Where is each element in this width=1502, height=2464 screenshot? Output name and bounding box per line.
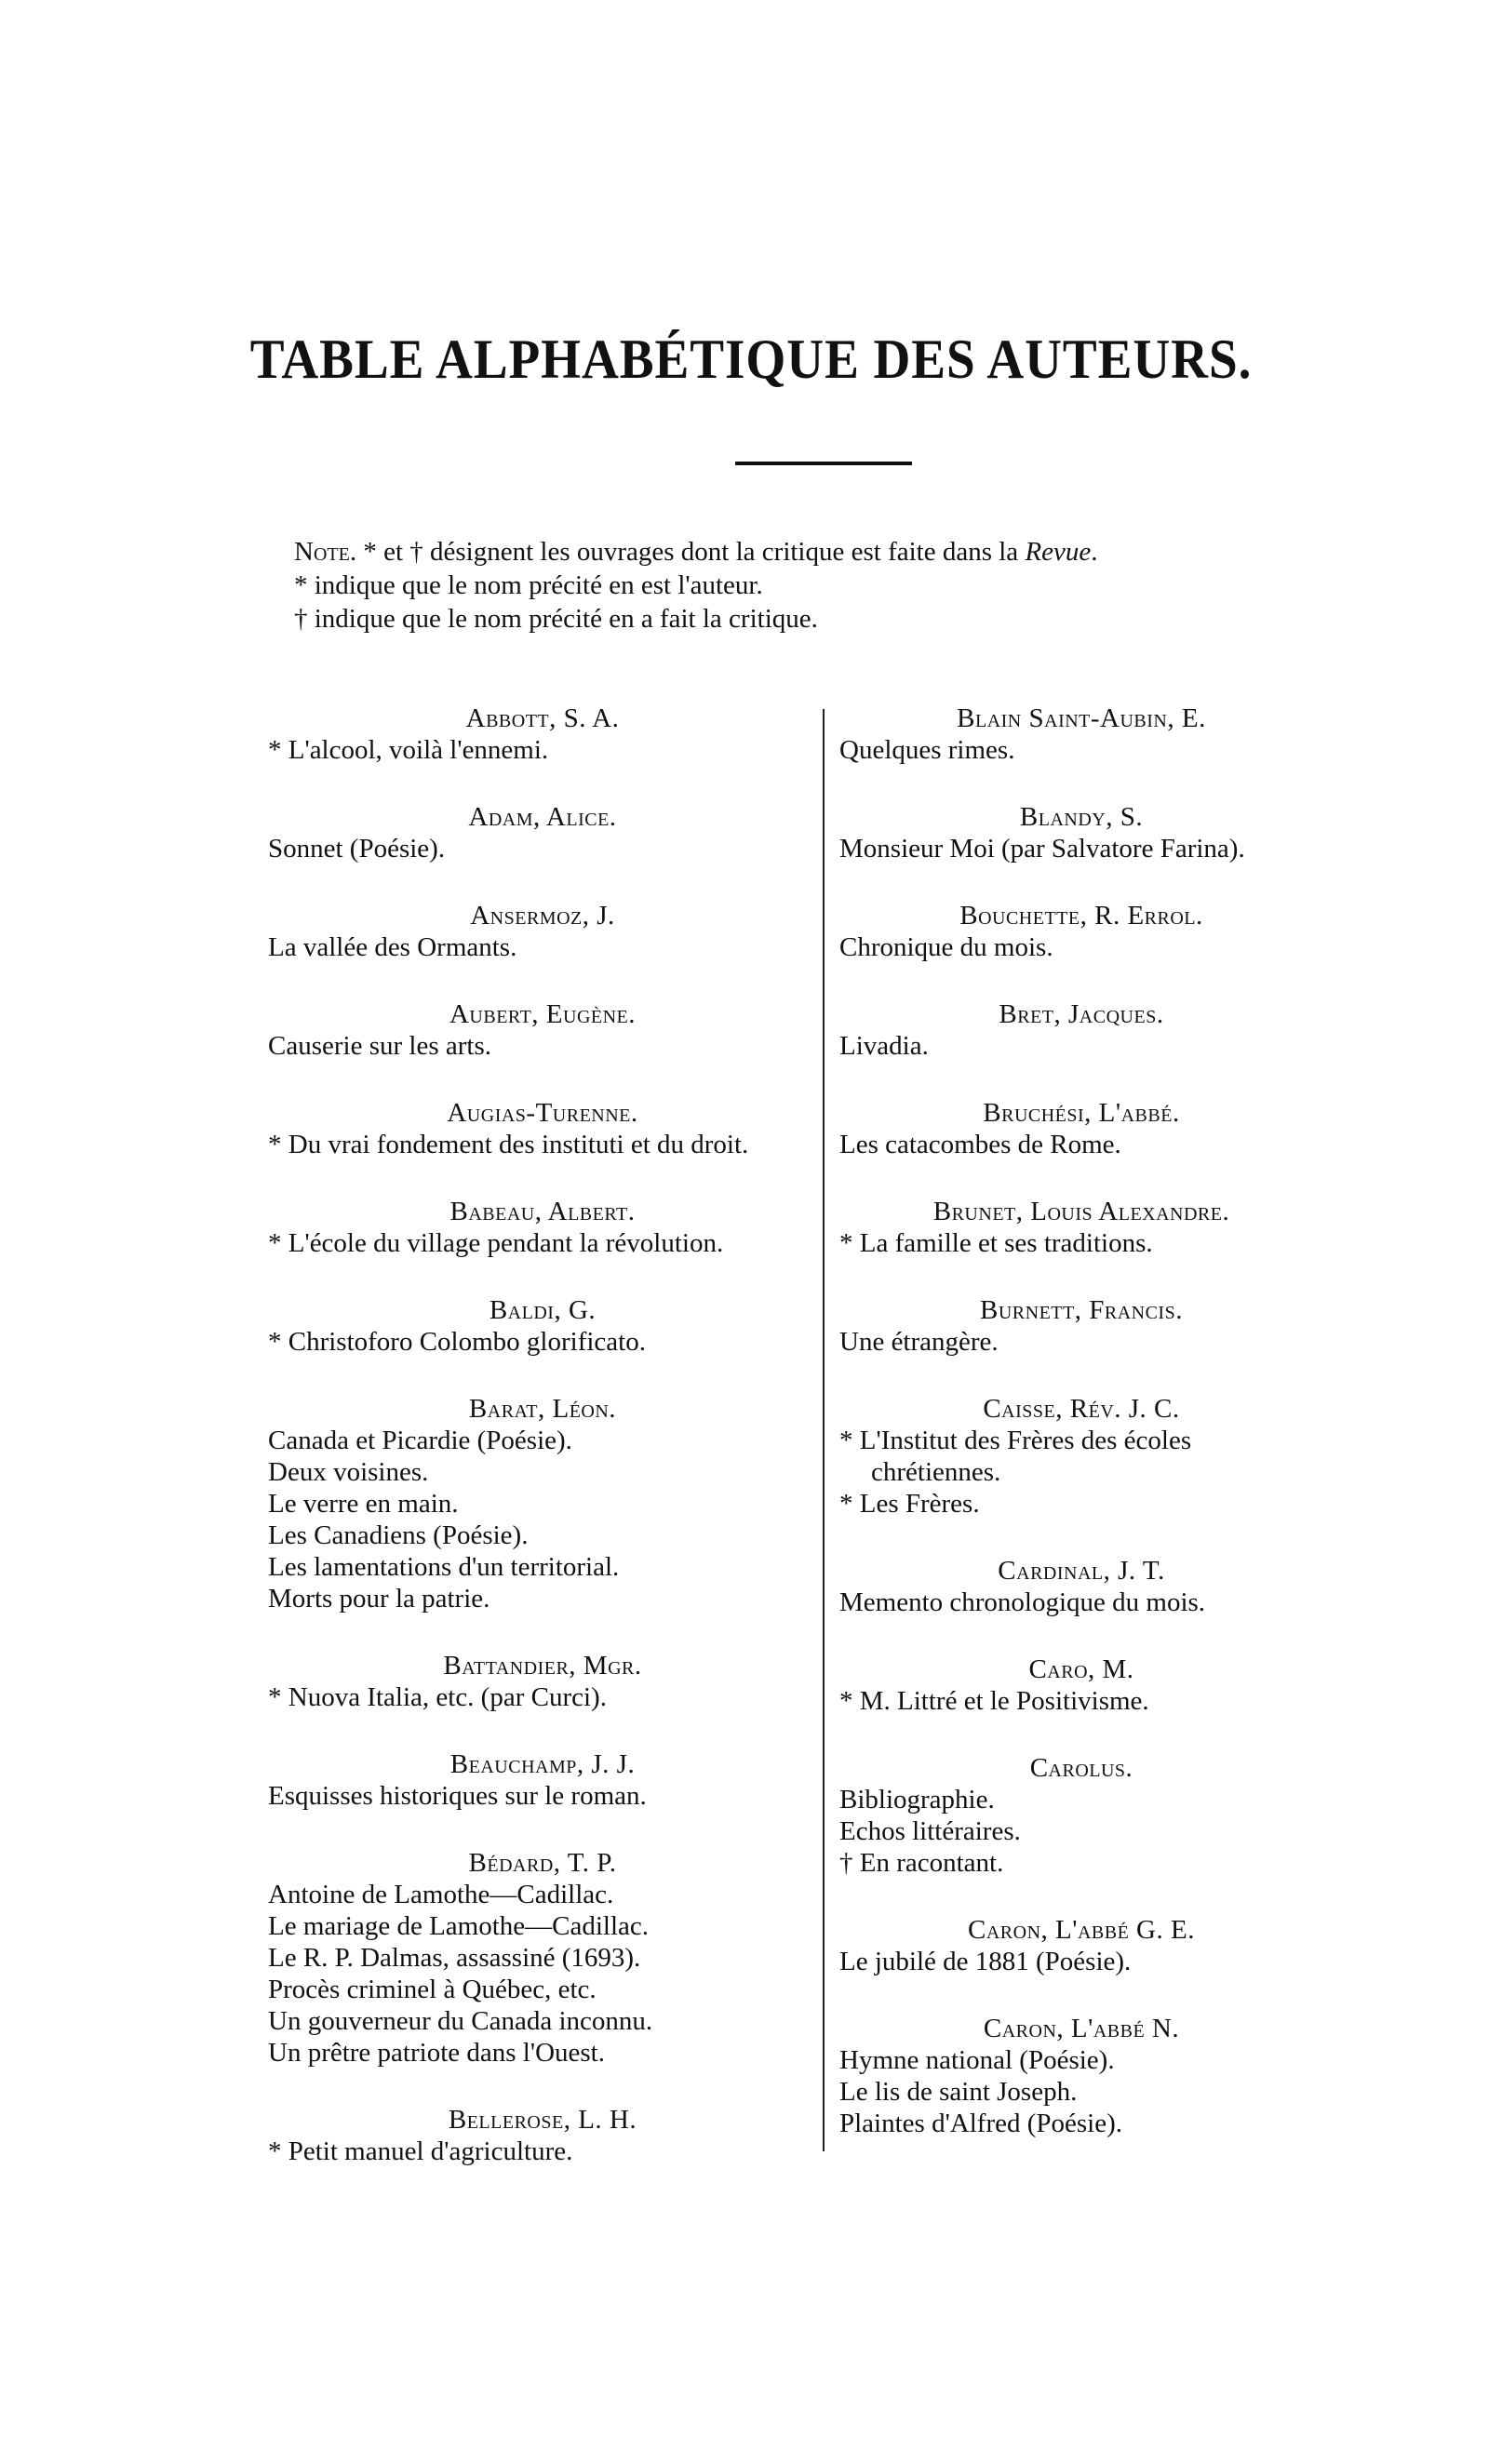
author-name: Brunet, Louis Alexandre. (932, 1197, 1230, 1226)
index-entry (839, 900, 1323, 963)
index-entry (839, 801, 1323, 864)
work-title: Une étrangère. (839, 1327, 999, 1357)
work-title: Le mariage de Lamothe—Cadillac. (268, 1911, 650, 1941)
work-title: † En racontant. (839, 1848, 1004, 1878)
index-entry (268, 1196, 817, 1259)
index-entry (268, 703, 817, 766)
work-title: Bibliographie. (839, 1785, 995, 1815)
note (294, 535, 1327, 636)
author-name: Bellerose, L. H. (448, 2105, 637, 2135)
author-name: Bret, Jacques. (999, 999, 1164, 1029)
author-name: Carolus. (1029, 1753, 1133, 1783)
work-title: * Christoforo Colombo glorificato. (268, 1327, 646, 1357)
author-name: Bruchési, L'abbé. (983, 1098, 1180, 1128)
author-name: Baldi, G. (489, 1295, 597, 1325)
work-title: Canada et Picardie (Poésie). (268, 1426, 572, 1455)
work-title: * L'école du village pendant la révolution. (268, 1228, 724, 1258)
work-title: * Nuova Italia, etc. (par Curci). (268, 1682, 607, 1712)
author-name: Ansermoz, J. (470, 901, 615, 931)
work-title: Chronique du mois. (839, 932, 1053, 962)
work-title: Les catacombes de Rome. (839, 1130, 1121, 1159)
author-name: Caisse, Rév. J. C. (983, 1394, 1180, 1424)
work-title: * Petit manuel d'agriculture. (268, 2136, 573, 2166)
index-entry (268, 998, 817, 1062)
work-title: * M. Littré et le Positivisme. (839, 1686, 1149, 1716)
author-name: Battandier, Mgr. (443, 1651, 642, 1681)
index-entry (839, 1752, 1323, 1879)
note-line-1-text: * et † désignent les ouvrages dont la critique est faite dans la (356, 537, 1026, 567)
right-column (839, 703, 1323, 2175)
work-title: Procès criminel à Québec, etc. (268, 1975, 597, 2004)
author-name: Caron, L'abbé G. E. (968, 1915, 1195, 1945)
author-name: Bédard, T. P. (468, 1848, 617, 1878)
author-name: Abbott, S. A. (465, 703, 620, 733)
work-title: * L'Institut des Frères des écoles chrétiennes. (839, 1426, 1192, 1487)
index-entry (268, 2104, 817, 2167)
author-name: Augias-Turenne. (447, 1098, 638, 1128)
page-title: TABLE ALPHABÉTIQUE DES AUTEURS. (249, 328, 1253, 390)
work-title: Morts pour la patrie. (268, 1584, 490, 1614)
author-name: Caro, M. (1028, 1654, 1134, 1684)
author-name: Aubert, Eugène. (449, 999, 637, 1029)
work-title: Un prêtre patriote dans l'Ouest. (268, 2038, 605, 2068)
index-entry (268, 801, 817, 864)
work-title: Hymne national (Poésie). (839, 2045, 1115, 2075)
author-name: Cardinal, J. T. (998, 1556, 1165, 1586)
index-entry (268, 1847, 817, 2069)
work-title: Plaintes d'Alfred (Poésie). (839, 2109, 1123, 2138)
work-title: Causerie sur les arts. (268, 1031, 491, 1061)
note-line-2: * indique que le nom précité en est l'auteur. (294, 570, 763, 600)
left-column (268, 703, 817, 2203)
column-divider (823, 709, 825, 2151)
note-label: Note. (294, 537, 357, 567)
work-title: La vallée des Ormants. (268, 932, 517, 962)
index-entry (268, 1097, 817, 1160)
index-entry (839, 998, 1323, 1062)
work-title: Antoine de Lamothe—Cadillac. (268, 1880, 614, 1909)
author-name: Adam, Alice. (468, 802, 617, 832)
work-title: Deux voisines. (268, 1457, 429, 1487)
author-name: Caron, L'abbé N. (983, 2014, 1180, 2043)
index-entry (839, 703, 1323, 766)
index-entry (839, 1393, 1323, 1520)
index-entry (839, 1914, 1323, 1977)
work-title: Livadia. (839, 1031, 929, 1061)
author-name: Babeau, Albert. (449, 1197, 636, 1226)
work-title: Sonnet (Poésie). (268, 834, 446, 864)
index-entry (839, 1654, 1323, 1717)
index-entry (268, 900, 817, 963)
note-line-1-end: . (1091, 537, 1098, 567)
work-title: Quelques rimes. (839, 735, 1015, 765)
work-title: Memento chronologique du mois. (839, 1587, 1206, 1617)
index-entry (839, 1196, 1323, 1259)
work-title: Les lamentations d'un territorial. (268, 1552, 620, 1582)
title-rule (735, 462, 912, 465)
note-revue: Revue (1025, 537, 1092, 567)
work-title: Le verre en main. (268, 1489, 459, 1519)
author-name: Beauchamp, J. J. (449, 1749, 636, 1779)
work-title: * L'alcool, voilà l'ennemi. (268, 735, 549, 765)
work-title: Le lis de saint Joseph. (839, 2077, 1078, 2107)
work-title: * Les Frères. (839, 1489, 980, 1519)
author-name: Blain Saint-Aubin, E. (957, 703, 1206, 733)
note-line-1 (294, 535, 1327, 569)
author-name: Barat, Léon. (468, 1394, 617, 1424)
index-entry (839, 1294, 1323, 1358)
author-name: Burnett, Francis. (980, 1295, 1183, 1325)
index-entry (839, 2013, 1323, 2139)
work-title: Echos littéraires. (839, 1816, 1021, 1846)
work-title: * Du vrai fondement des instituti et du droit. (268, 1130, 749, 1159)
note-line-3: † indique que le nom précité en a fait la critique. (294, 604, 818, 634)
index-entry (268, 1294, 817, 1358)
work-title: Monsieur Moi (par Salvatore Farina). (839, 834, 1245, 864)
work-title: Un gouverneur du Canada inconnu. (268, 2006, 653, 2036)
author-name: Blandy, S. (1019, 802, 1144, 832)
work-title: * La famille et ses traditions. (839, 1228, 1153, 1258)
work-title: Les Canadiens (Poésie). (268, 1520, 529, 1550)
index-entry (268, 1650, 817, 1713)
index-entry (839, 1555, 1323, 1618)
author-name: Bouchette, R. Errol. (959, 901, 1203, 931)
index-entry (839, 1097, 1323, 1160)
work-title: Le R. P. Dalmas, assassiné (1693). (268, 1943, 641, 1973)
index-entry (268, 1393, 817, 1614)
work-title: Le jubilé de 1881 (Poésie). (839, 1947, 1132, 1976)
work-title: Esquisses historiques sur le roman. (268, 1781, 647, 1811)
index-entry (268, 1748, 817, 1812)
